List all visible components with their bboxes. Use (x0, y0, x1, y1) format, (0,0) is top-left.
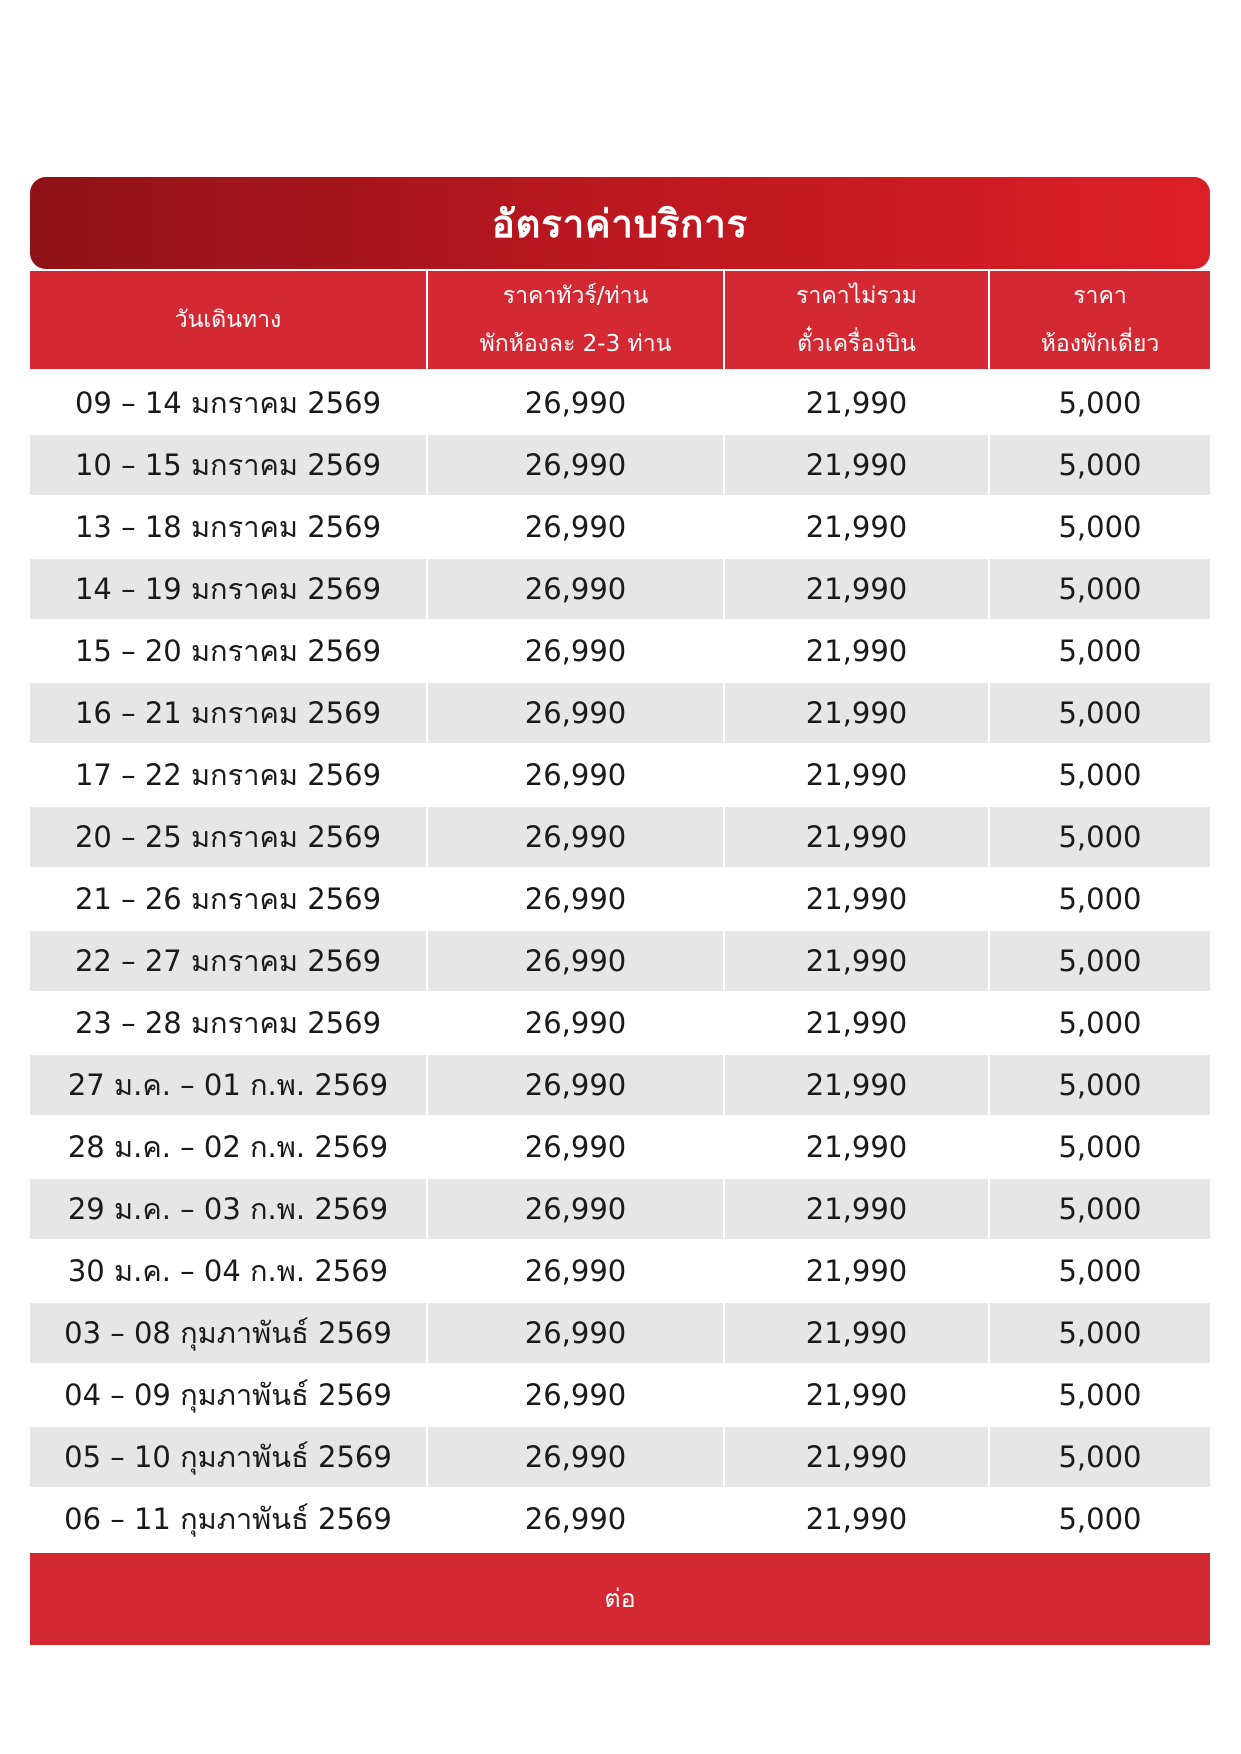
table-row (30, 497, 1210, 557)
tour-price-cell: 26,990 (428, 1117, 725, 1177)
tour-price-cell: 26,990 (428, 807, 725, 867)
table-row (30, 1489, 1210, 1549)
tour-price-cell: 26,990 (428, 1427, 725, 1487)
single-room-price-cell: 5,000 (990, 745, 1210, 805)
tour-price-cell: 26,990 (428, 993, 725, 1053)
single-room-price-cell: 5,000 (990, 621, 1210, 681)
table-row (30, 1365, 1210, 1425)
travel-date-cell: 23 – 28 มกราคม 2569 (30, 993, 428, 1053)
table-row (30, 931, 1210, 991)
no-ticket-price-cell: 21,990 (725, 1427, 990, 1487)
no-ticket-price-cell: 21,990 (725, 683, 990, 743)
travel-date-cell: 29 ม.ค. – 03 ก.พ. 2569 (30, 1179, 428, 1239)
table-row (30, 807, 1210, 867)
travel-date-cell: 22 – 27 มกราคม 2569 (30, 931, 428, 991)
table-row (30, 1179, 1210, 1239)
travel-date-cell: 10 – 15 มกราคม 2569 (30, 435, 428, 495)
no-ticket-price-cell: 21,990 (725, 559, 990, 619)
tour-price-cell: 26,990 (428, 1241, 725, 1301)
travel-date-cell: 20 – 25 มกราคม 2569 (30, 807, 428, 867)
table-row (30, 435, 1210, 495)
travel-date-cell: 15 – 20 มกราคม 2569 (30, 621, 428, 681)
single-room-price-cell: 5,000 (990, 993, 1210, 1053)
no-ticket-price-cell: 21,990 (725, 435, 990, 495)
header-label: วันเดินทาง (174, 307, 282, 333)
header-sublabel: ตั๋วเครื่องบิน (797, 331, 916, 357)
no-ticket-price-cell: 21,990 (725, 993, 990, 1053)
table-row (30, 373, 1210, 433)
travel-date-cell: 30 ม.ค. – 04 ก.พ. 2569 (30, 1241, 428, 1301)
tour-price-cell: 26,990 (428, 559, 725, 619)
title-banner (30, 177, 1210, 269)
header-sublabel: ห้องพักเดี่ยว (1040, 331, 1160, 357)
page-title: อัตราค่าบริการ (491, 201, 749, 246)
single-room-price-cell: 5,000 (990, 807, 1210, 867)
no-ticket-price-cell: 21,990 (725, 373, 990, 433)
header-tour-price (428, 271, 725, 369)
tour-price-cell: 26,990 (428, 1365, 725, 1425)
table-row (30, 1117, 1210, 1177)
table-row (30, 869, 1210, 929)
header-single-room-price (990, 271, 1210, 369)
tour-price-cell: 26,990 (428, 1179, 725, 1239)
tour-price-cell: 26,990 (428, 497, 725, 557)
single-room-price-cell: 5,000 (990, 373, 1210, 433)
single-room-price-cell: 5,000 (990, 497, 1210, 557)
single-room-price-cell: 5,000 (990, 931, 1210, 991)
tour-price-cell: 26,990 (428, 1489, 725, 1549)
single-room-price-cell: 5,000 (990, 1427, 1210, 1487)
table-row (30, 559, 1210, 619)
tour-price-cell: 26,990 (428, 373, 725, 433)
travel-date-cell: 06 – 11 กุมภาพันธ์ 2569 (30, 1489, 428, 1549)
no-ticket-price-cell: 21,990 (725, 1241, 990, 1301)
no-ticket-price-cell: 21,990 (725, 497, 990, 557)
header-label: ราคา (1073, 283, 1127, 309)
travel-date-cell: 03 – 08 กุมภาพันธ์ 2569 (30, 1303, 428, 1363)
table-header (30, 271, 1210, 369)
single-room-price-cell: 5,000 (990, 1365, 1210, 1425)
tour-price-cell: 26,990 (428, 683, 725, 743)
travel-date-cell: 09 – 14 มกราคม 2569 (30, 373, 428, 433)
no-ticket-price-cell: 21,990 (725, 1055, 990, 1115)
header-label: ราคาทัวร์/ท่าน (502, 283, 649, 309)
table-row (30, 745, 1210, 805)
table-row (30, 1241, 1210, 1301)
single-room-price-cell: 5,000 (990, 1241, 1210, 1301)
single-room-price-cell: 5,000 (990, 1179, 1210, 1239)
no-ticket-price-cell: 21,990 (725, 1365, 990, 1425)
travel-date-cell: 27 ม.ค. – 01 ก.พ. 2569 (30, 1055, 428, 1115)
tour-price-cell: 26,990 (428, 869, 725, 929)
single-room-price-cell: 5,000 (990, 435, 1210, 495)
single-room-price-cell: 5,000 (990, 683, 1210, 743)
no-ticket-price-cell: 21,990 (725, 807, 990, 867)
tour-price-cell: 26,990 (428, 621, 725, 681)
tour-price-cell: 26,990 (428, 931, 725, 991)
no-ticket-price-cell: 21,990 (725, 869, 990, 929)
no-ticket-price-cell: 21,990 (725, 745, 990, 805)
continued-bar (30, 1553, 1210, 1645)
tour-price-cell: 26,990 (428, 435, 725, 495)
travel-date-cell: 21 – 26 มกราคม 2569 (30, 869, 428, 929)
no-ticket-price-cell: 21,990 (725, 931, 990, 991)
tour-price-cell: 26,990 (428, 1303, 725, 1363)
travel-date-cell: 05 – 10 กุมภาพันธ์ 2569 (30, 1427, 428, 1487)
table-body (30, 373, 1210, 1549)
travel-date-cell: 14 – 19 มกราคม 2569 (30, 559, 428, 619)
travel-date-cell: 16 – 21 มกราคม 2569 (30, 683, 428, 743)
single-room-price-cell: 5,000 (990, 1489, 1210, 1549)
tour-price-cell: 26,990 (428, 1055, 725, 1115)
table-row (30, 1055, 1210, 1115)
header-sublabel: พักห้องละ 2-3 ท่าน (479, 331, 672, 357)
travel-date-cell: 17 – 22 มกราคม 2569 (30, 745, 428, 805)
no-ticket-price-cell: 21,990 (725, 621, 990, 681)
single-room-price-cell: 5,000 (990, 869, 1210, 929)
tour-price-cell: 26,990 (428, 745, 725, 805)
price-table (30, 271, 1210, 1551)
no-ticket-price-cell: 21,990 (725, 1489, 990, 1549)
table-row (30, 683, 1210, 743)
travel-date-cell: 13 – 18 มกราคม 2569 (30, 497, 428, 557)
single-room-price-cell: 5,000 (990, 559, 1210, 619)
single-room-price-cell: 5,000 (990, 1117, 1210, 1177)
no-ticket-price-cell: 21,990 (725, 1117, 990, 1177)
travel-date-cell: 04 – 09 กุมภาพันธ์ 2569 (30, 1365, 428, 1425)
header-travel-date (30, 271, 428, 369)
single-room-price-cell: 5,000 (990, 1055, 1210, 1115)
travel-date-cell: 28 ม.ค. – 02 ก.พ. 2569 (30, 1117, 428, 1177)
table-row (30, 1303, 1210, 1363)
no-ticket-price-cell: 21,990 (725, 1179, 990, 1239)
header-label: ราคาไม่รวม (796, 283, 917, 309)
single-room-price-cell: 5,000 (990, 1303, 1210, 1363)
table-row (30, 1427, 1210, 1487)
header-no-ticket-price (725, 271, 990, 369)
continued-label: ต่อ (604, 1584, 636, 1613)
table-row (30, 621, 1210, 681)
table-row (30, 993, 1210, 1053)
no-ticket-price-cell: 21,990 (725, 1303, 990, 1363)
